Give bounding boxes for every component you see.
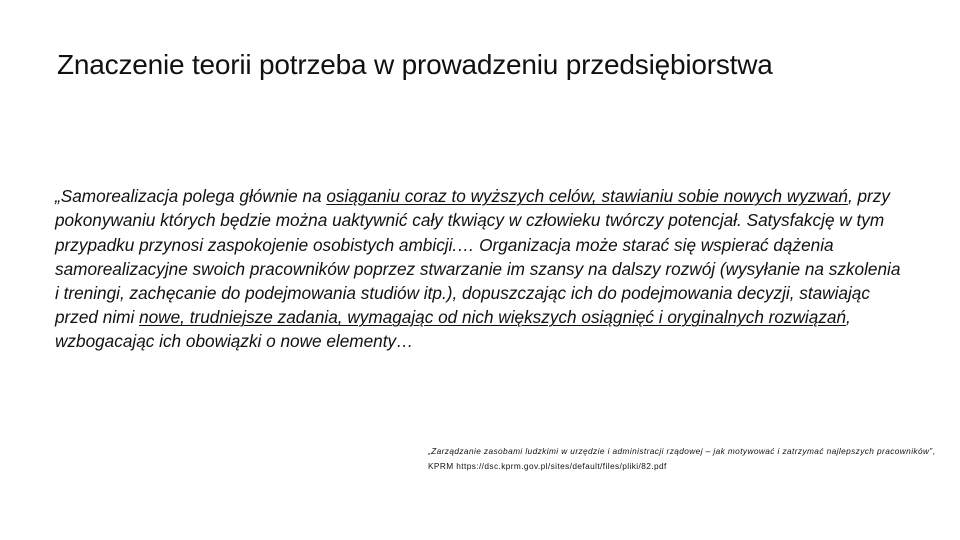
quote-text-3: , wzbogacając ich obowiązki o nowe elementy…: [55, 307, 851, 352]
slide-title: Znaczenie teorii potrzeba w prowadzeniu przedsiębiorstwa: [57, 48, 773, 80]
quote-underlined-2: nowe, trudniejsze zadania, wymagając od nich większych osiągnięć i oryginalnych rozwiązań: [139, 307, 847, 328]
quote-text-2: , przy pokonywaniu których będzie można uaktywnić cały tkwiący w człowieku twórczy potencjał. Satysfakcję w tym przypadku przynosi zaspokojenie osobistych ambicji.… Organizacja może starać się wspierać dążenia samorealizacyjne swoich pracowników poprzez stwarzanie im szansy na dalszy rozwój (wysyłanie na szkolenia i treningi, zachęcanie do podejmowania studiów itp.), dopuszczając ich do podejmowania decyzji, stawiając przed nimi: [55, 186, 901, 328]
quote-paragraph: [55, 184, 905, 353]
source-citation: [428, 444, 938, 474]
quote-underlined-1: osiąganiu coraz to wyższych celów, stawianiu sobie nowych wyzwań: [326, 186, 848, 207]
source-details: , KPRM https://dsc.kprm.gov.pl/sites/default/files/pliki/82.pdf: [428, 446, 936, 472]
quote-text-1: „Samorealizacja polega głównie na: [55, 186, 327, 207]
source-title: „Zarządzanie zasobami ludzkimi w urzędzie i administracji rządowej – jak motywować i zatrzymać najlepszych pracowników”: [428, 446, 933, 457]
